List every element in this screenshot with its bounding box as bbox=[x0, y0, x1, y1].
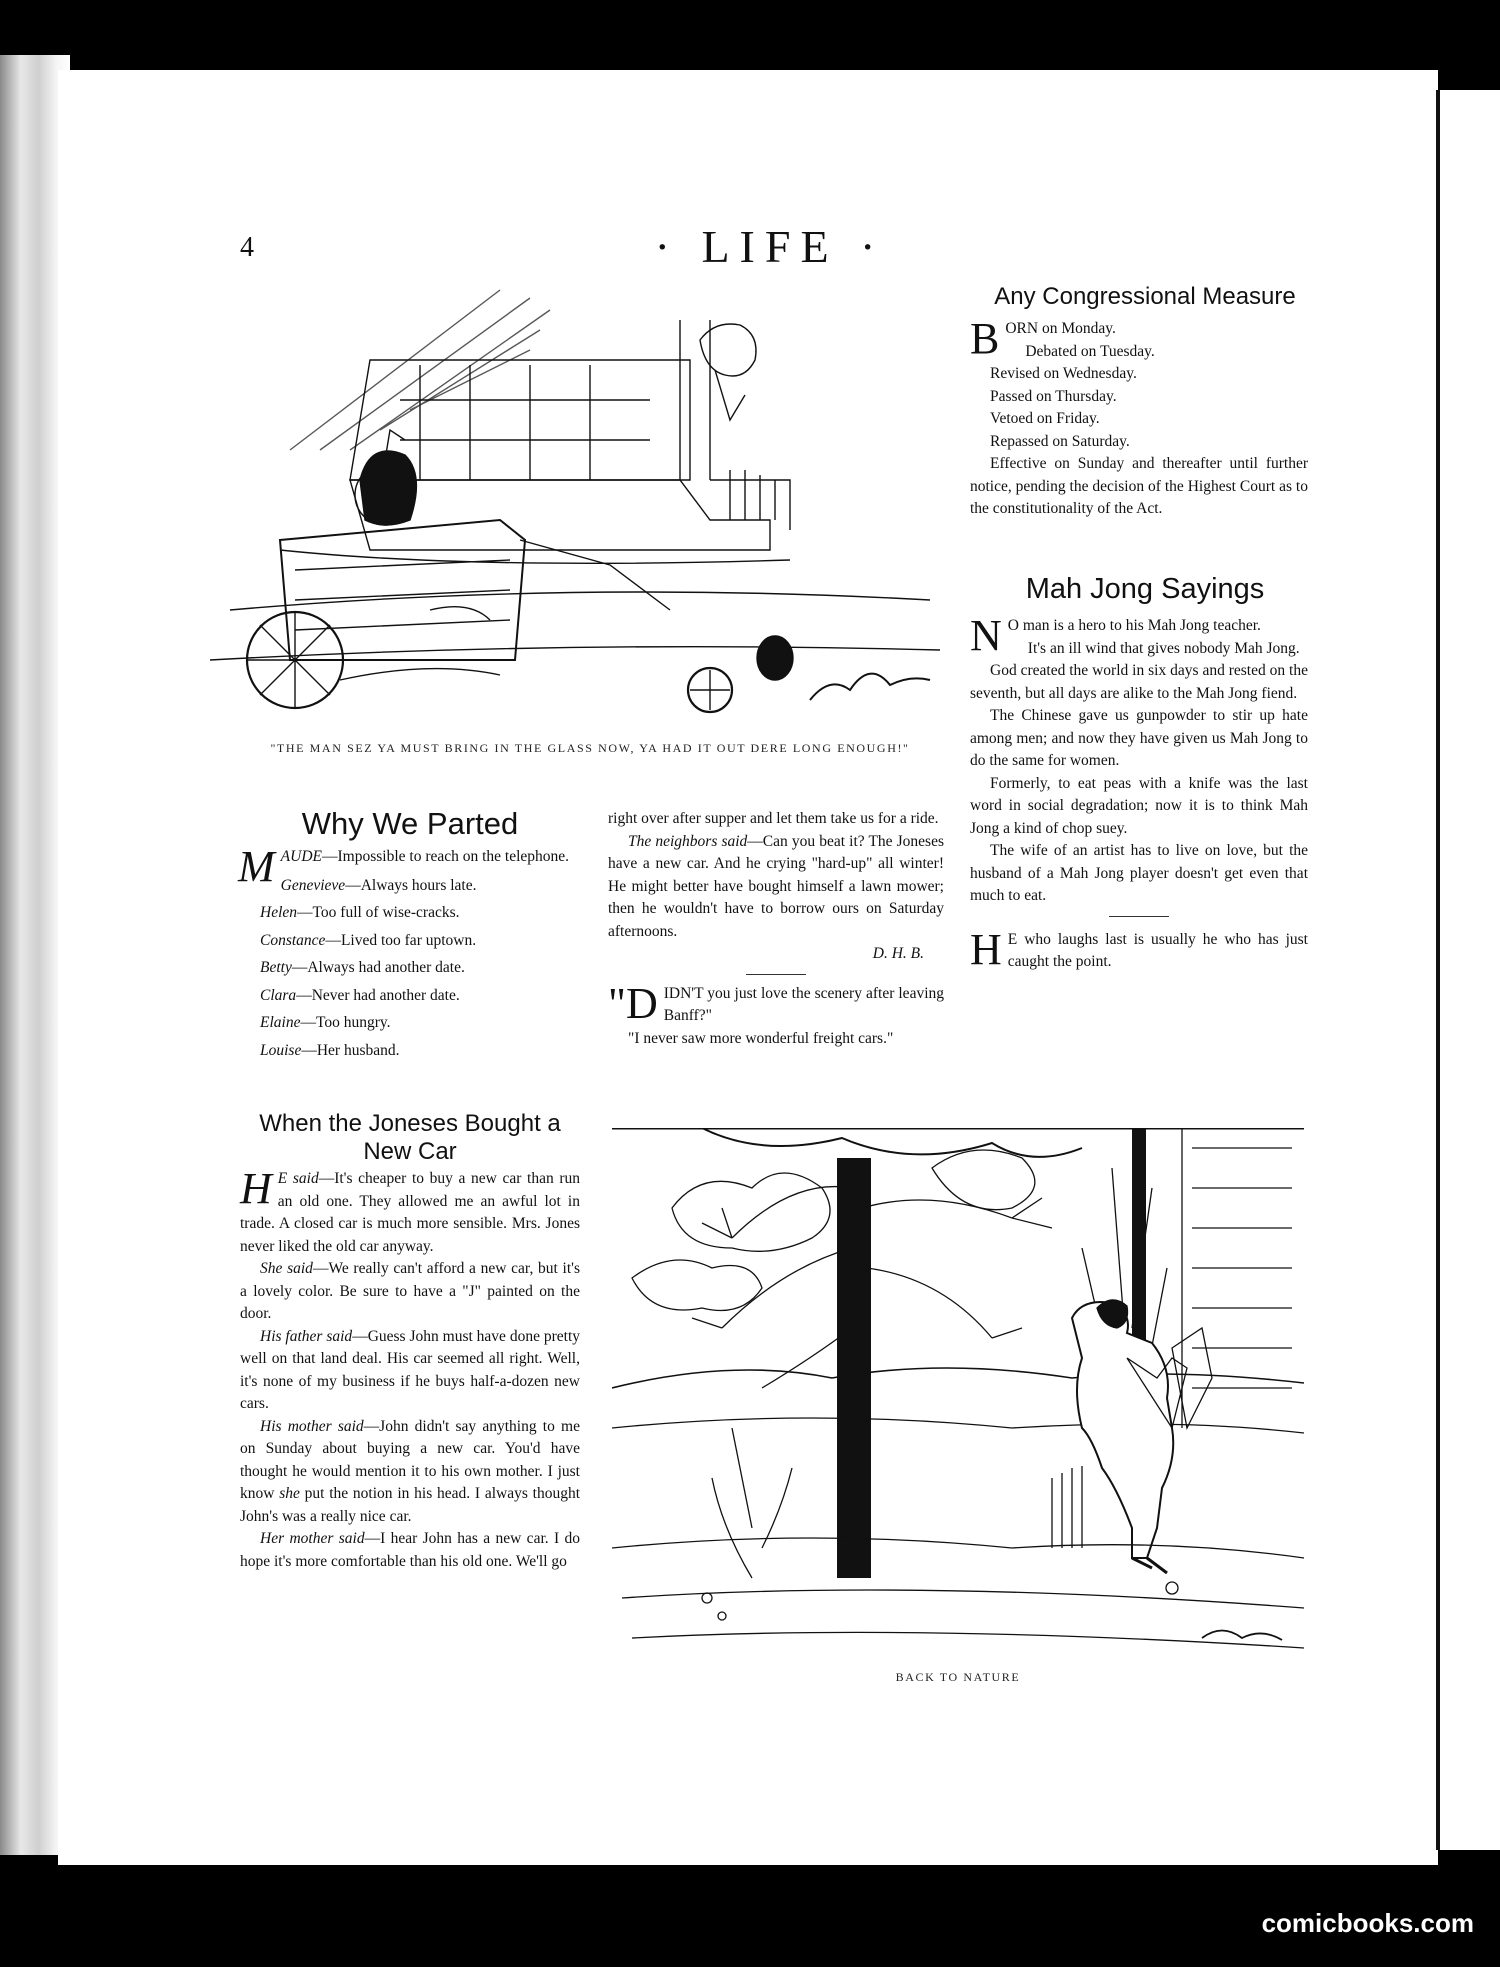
joneses-text-col1: H E said—It's cheaper to buy a new car than run an old one. They allowed me an awful lot in trade. A closed car is much more sensible. Mrs. Jones never liked the old car anyway. She said—We really can't afford a new car, but it's a lovely color. Be sure to have a "J" painted on the door. His father said—Guess John must have done pretty well on that land deal. His car seemed all right. Well, it's none of my business if he buys half-a-dozen new cars. His mother said—John didn't say anything to me on Sunday about buying a new car. You'd have thought he would mention it to his own mother. I just know she put the notion in his head. I always thought John's was a really nice car. Her mother said—I hear John has a new car. I do hope it's more comfortable than his old one. We'll go bbox=[240, 1164, 580, 1570]
list-item: Clara—Never had another date. bbox=[260, 986, 460, 1004]
congressional-measure-title: Any Congressional Measure bbox=[994, 283, 1296, 310]
list-item: Constance—Lived too far uptown. bbox=[260, 931, 477, 949]
list-item: Helen—Too full of wise-cracks. bbox=[260, 904, 460, 921]
dropcap-m: M bbox=[238, 842, 275, 891]
joneses-text-col2: right over after supper and let them take us for a ride. The neighbors said—Can you beat it? The Joneses have a new car. And he crying "hard-up" all winter! He might better have bought himself a lawn mower; then he wouldn't have to borrow ours on Saturday afternoons. D. H. B. "D IDN'T you just love the scenery after leaving Banff?" "I never saw more wonderful freight cars." bbox=[608, 810, 944, 1047]
top-cartoon bbox=[170, 280, 960, 730]
bottom-cartoon-caption: BACK TO NATURE bbox=[895, 1670, 1021, 1684]
why-we-parted-title: Why We Parted bbox=[301, 806, 519, 841]
list-item: Louise—Her husband. bbox=[260, 1041, 400, 1059]
dropcap-d: "D bbox=[608, 978, 658, 1028]
facing-page bbox=[1438, 90, 1500, 1850]
mah-jong-title: Mah Jong Sayings bbox=[1025, 573, 1265, 605]
top-cartoon-caption: "THE MAN SEZ YA MUST BRING IN THE GLASS NOW, YA HAD IT OUT DERE LONG ENOUGH!" bbox=[270, 741, 910, 755]
dropcap-h: H bbox=[970, 924, 1002, 974]
list-item: Elaine—Too hungry. bbox=[260, 1014, 391, 1031]
why-we-parted-list: M AUDE—Impossible to reach on the telephone. Genevieve—Always hours late. Helen—Too full of wise-cracks. Constance—Lived too far uptown. Betty—Always had another date. Clara—Never had another date. Elaine—Too hungry. Louise—Her husband. bbox=[238, 846, 580, 1067]
joneses-title: When the Joneses Bought a New Car bbox=[259, 1110, 561, 1165]
page-number: 4 bbox=[240, 232, 254, 263]
watermark: comicbooks.com bbox=[1261, 1908, 1474, 1938]
dropcap-b: B bbox=[970, 314, 1000, 363]
mah-jong-text: N O man is a hero to his Mah Jong teacher. It's an ill wind that gives nobody Mah Jong. God created the world in six days and rested on the seventh, but all days are alike to the Mah Jong fiend. The Chinese gave us gunpowder to stir up hate among men; and now they have given us Mah Jong to do the same for women. Formerly, to eat peas with a knife was the last word in social degradation; now it is to think Mah Jong a kind of chop suey. The wife of an artist has to live on love, but the husband of a Mah Jong player doesn't get even that much to eat. H E who laughs last is usually he who has just caught the point. bbox=[970, 611, 1308, 974]
congressional-measure-text: B ORN on Monday. Debated on Tuesday. Revised on Wednesday. Passed on Thursday. Vetoed on Friday. Repassed on Saturday. Effective on Sunday and thereafter until further notice, pending the decision of the Highest Court as to the constitutionality of the Act. bbox=[970, 314, 1308, 517]
gutter-line bbox=[1436, 90, 1440, 1850]
dropcap-h-italic: H bbox=[240, 1164, 272, 1213]
bottom-cartoon bbox=[612, 1128, 1304, 1660]
divider bbox=[1109, 916, 1169, 917]
signature: D. H. B. bbox=[872, 945, 924, 962]
dropcap-n: N bbox=[970, 611, 1002, 660]
masthead: · LIFE · bbox=[654, 221, 886, 272]
list-item: Betty—Always had another date. bbox=[260, 959, 465, 976]
list-item: Genevieve—Always hours late. bbox=[280, 876, 477, 894]
divider bbox=[746, 974, 806, 975]
